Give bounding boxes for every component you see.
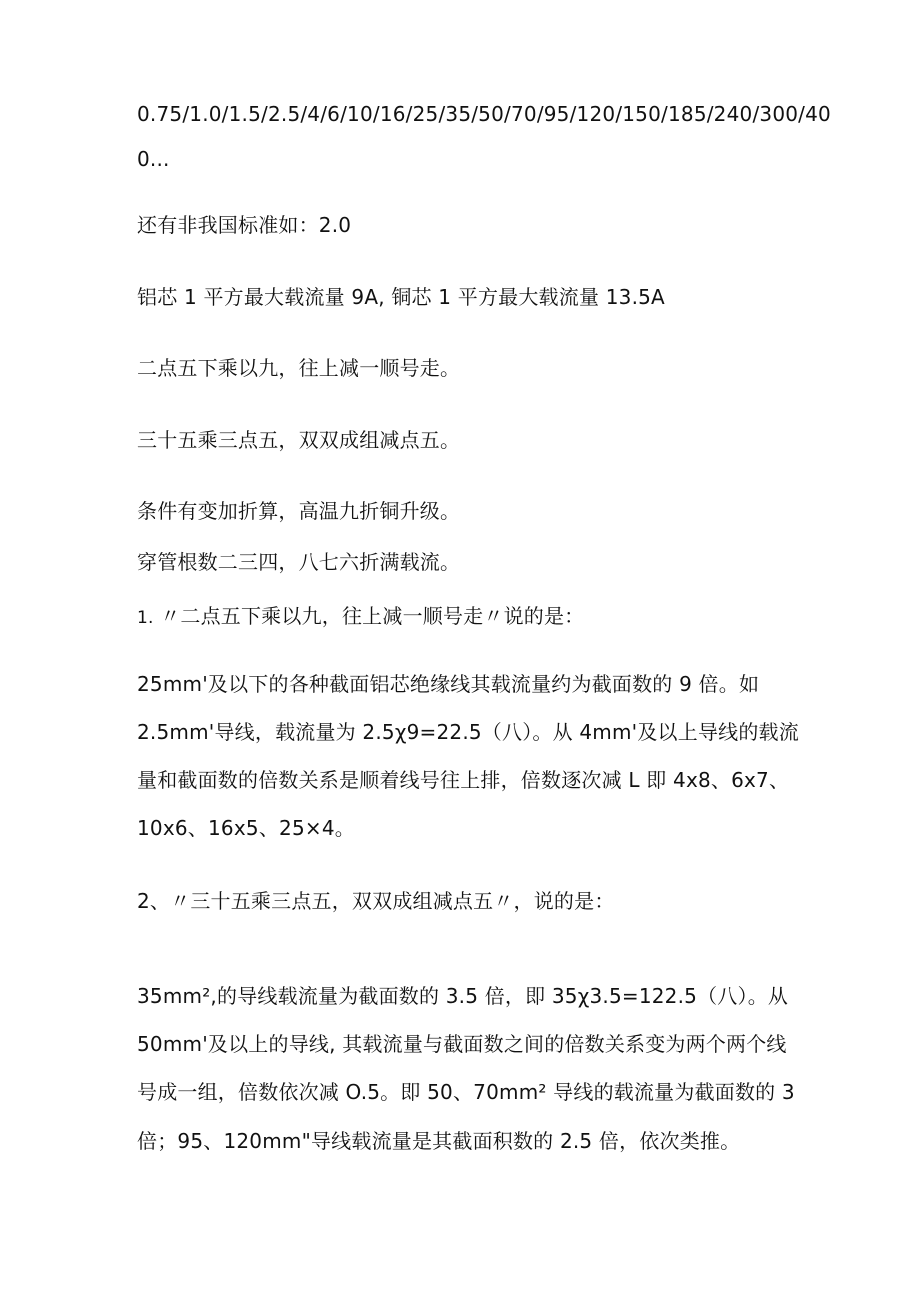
item-1-title: 〃二点五下乘以九，往上减一顺号走〃说的是： <box>160 604 585 628</box>
non-standard-note: 还有非我国标准如：2.0 <box>137 213 352 237</box>
max-current-note: 铝芯 1 平方最大载流量 9A, 铜芯 1 平方最大载流量 13.5A <box>137 285 665 309</box>
item-1-body-line-4: 10x6、16x5、25×4。 <box>137 816 355 840</box>
cross-section-series-line-1: 0.75/1.0/1.5/2.5/4/6/10/16/25/35/50/70/95/120/150/185/240/300/40 <box>137 102 831 126</box>
rhyme-line-4: 穿管根数二三四，八七六折满载流。 <box>137 550 461 574</box>
item-1-body-line-3: 量和截面数的倍数关系是顺着线号往上排，倍数逐次减 L 即 4x8、6x7、 <box>137 768 790 792</box>
rhyme-line-1: 二点五下乘以九，往上减一顺号走。 <box>137 356 461 380</box>
item-1-body-line-1: 25mm'及以下的各种截面铝芯绝缘线其载流量约为截面数的 9 倍。如 <box>137 672 760 696</box>
item-2-body-line-2: 50mm'及以上的导线, 其载流量与截面数之间的倍数关系变为两个两个线 <box>137 1032 787 1056</box>
cross-section-series-line-2: 0... <box>137 147 170 171</box>
item-2-heading: 2、〃三十五乘三点五，双双成组减点五〃，说的是： <box>137 889 615 913</box>
item-2-body-line-3: 号成一组，倍数依次减 O.5。即 50、70mm² 导线的载流量为截面数的 3 <box>137 1080 795 1104</box>
item-1-heading <box>137 602 584 632</box>
rhyme-line-2: 三十五乘三点五，双双成组减点五。 <box>137 428 461 452</box>
item-2-body-line-4: 倍；95、120mm"导线载流量是其截面积数的 2.5 倍，依次类推。 <box>137 1129 741 1153</box>
rhyme-line-3: 条件有变加折算，高温九折铜升级。 <box>137 499 461 523</box>
item-1-number: 1. <box>137 608 154 628</box>
item-2-body-line-1: 35mm²,的导线载流量为截面数的 3.5 倍，即 35χ3.5=122.5（八）。从 <box>137 984 789 1008</box>
item-1-body-line-2: 2.5mm'导线，载流量为 2.5χ9=22.5（八）。从 4mm'及以上导线的载流 <box>137 720 799 744</box>
